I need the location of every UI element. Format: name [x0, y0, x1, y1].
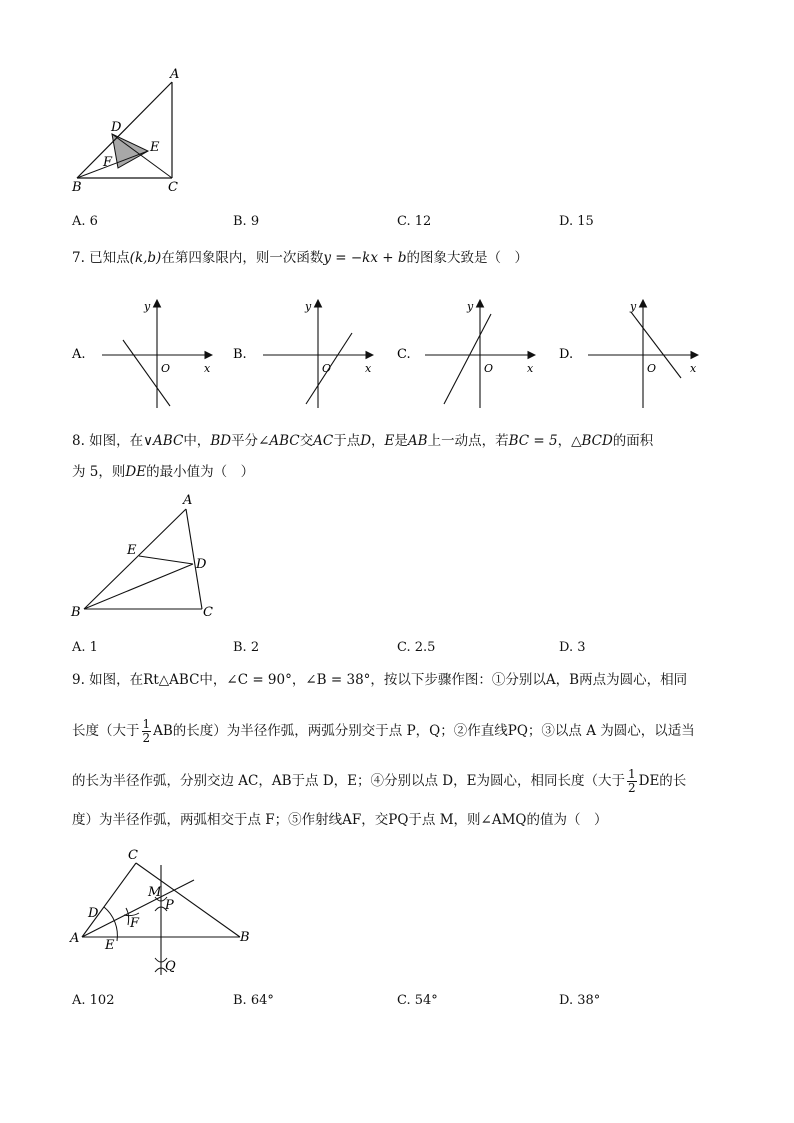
q8-option-c[interactable]: C. 2.5: [397, 640, 436, 655]
svg-text:D: D: [196, 557, 207, 572]
q6-label-a: A: [170, 67, 180, 82]
svg-text:y: y: [144, 300, 151, 313]
svg-text:x: x: [365, 362, 372, 375]
q8-segment-bd: [84, 564, 193, 609]
svg-text:O: O: [647, 362, 657, 375]
svg-text:Q: Q: [165, 959, 176, 974]
q7-graphs: [60, 292, 710, 417]
q8-stem-line1: 8. 如图，在∨ABC中，BD平分∠ABC交AC于点D，E是AB上一动点，若BC = 5，△BCD的面积: [72, 433, 654, 449]
q9-option-b[interactable]: B. 64°: [233, 993, 274, 1008]
q6-option-a[interactable]: A. 6: [72, 214, 98, 229]
q8-figure: [64, 492, 224, 627]
q9-fraction-1: $\frac{1}{2}$: [142, 717, 151, 745]
q6-option-b[interactable]: B. 9: [233, 214, 260, 229]
q9-stem-line4: 度）为半径作弧，两弧相交于点 F；⑤作射线AF，交PQ于点 M，则∠AMQ的值为（ ）: [72, 812, 608, 828]
svg-text:F: F: [130, 916, 140, 931]
svg-text:C: C: [128, 848, 138, 863]
svg-text:E: E: [127, 543, 137, 558]
q7-option-d-letter[interactable]: D.: [559, 347, 574, 362]
q9-stem-line3: 的长为半径作弧，分别交边 AC，AB于点 D，E；④分别以点 D，E为圆心，相同长度（大于 $\frac{1}{2}$ DE的长: [72, 767, 687, 795]
svg-text:y: y: [630, 300, 637, 313]
q8-segment-de: [139, 556, 193, 564]
svg-text:y: y: [305, 300, 312, 313]
q9-stem-line2: 长度（大于 $\frac{1}{2}$ AB的长度）为半径作弧，两弧分别交于点 P，Q；②作直线PQ；③以点 A 为圆心，以适当: [72, 717, 695, 745]
q7-line-c: [444, 314, 494, 404]
q6-label-d: D: [111, 120, 122, 135]
q6-label-c: C: [168, 180, 178, 195]
q8-side-ab: [84, 509, 186, 609]
svg-text:O: O: [161, 362, 171, 375]
q6-option-d[interactable]: D. 15: [559, 214, 594, 229]
q9-fraction-2: $\frac{1}{2}$: [627, 767, 636, 795]
svg-text:D: D: [88, 906, 99, 921]
q6-figure: [60, 64, 200, 199]
q6-segment-be: [77, 151, 148, 178]
q9-option-a[interactable]: A. 102: [72, 993, 115, 1008]
q9-side-ac: [82, 863, 136, 937]
q7-option-c-letter[interactable]: C.: [397, 347, 411, 362]
q8-option-a[interactable]: A. 1: [72, 640, 98, 655]
svg-text:O: O: [322, 362, 332, 375]
svg-text:x: x: [204, 362, 211, 375]
q9-arc-de: [104, 907, 117, 941]
q8-option-d[interactable]: D. 3: [559, 640, 586, 655]
svg-text:x: x: [527, 362, 534, 375]
svg-text:O: O: [484, 362, 494, 375]
svg-text:y: y: [467, 300, 474, 313]
q9-side-cb: [136, 863, 240, 937]
q9-option-d[interactable]: D. 38°: [559, 993, 601, 1008]
q6-label-e: E: [150, 140, 160, 155]
q7-line-b: [306, 333, 352, 404]
q9-stem-line1: 9. 如图，在Rt△ABC中，∠C = 90°，∠B = 38°，按以下步骤作图：①分别以A，B两点为圆心，相同: [72, 672, 688, 688]
svg-text:C: C: [203, 605, 213, 620]
q7-option-b-letter[interactable]: B.: [233, 347, 247, 362]
svg-text:A: A: [70, 931, 80, 946]
q6-label-b: B: [72, 180, 82, 195]
q7-stem: 7. 已知点(k,b)在第四象限内，则一次函数y = −kx + b的图象大致是（ ）: [72, 250, 528, 266]
q6-option-c[interactable]: C. 12: [397, 214, 432, 229]
svg-text:P: P: [165, 898, 174, 913]
svg-text:M: M: [148, 885, 162, 900]
svg-text:E: E: [105, 938, 115, 953]
q9-option-c[interactable]: C. 54°: [397, 993, 438, 1008]
q6-label-f: F: [103, 155, 113, 170]
svg-text:B: B: [71, 605, 81, 620]
q9-figure: [64, 845, 264, 985]
q8-stem-line2: 为 5，则DE的最小值为（ ）: [72, 464, 255, 480]
q7-option-a-letter[interactable]: A.: [72, 347, 86, 362]
svg-text:A: A: [183, 493, 193, 508]
svg-text:x: x: [690, 362, 697, 375]
q8-option-b[interactable]: B. 2: [233, 640, 260, 655]
svg-text:B: B: [240, 930, 250, 945]
